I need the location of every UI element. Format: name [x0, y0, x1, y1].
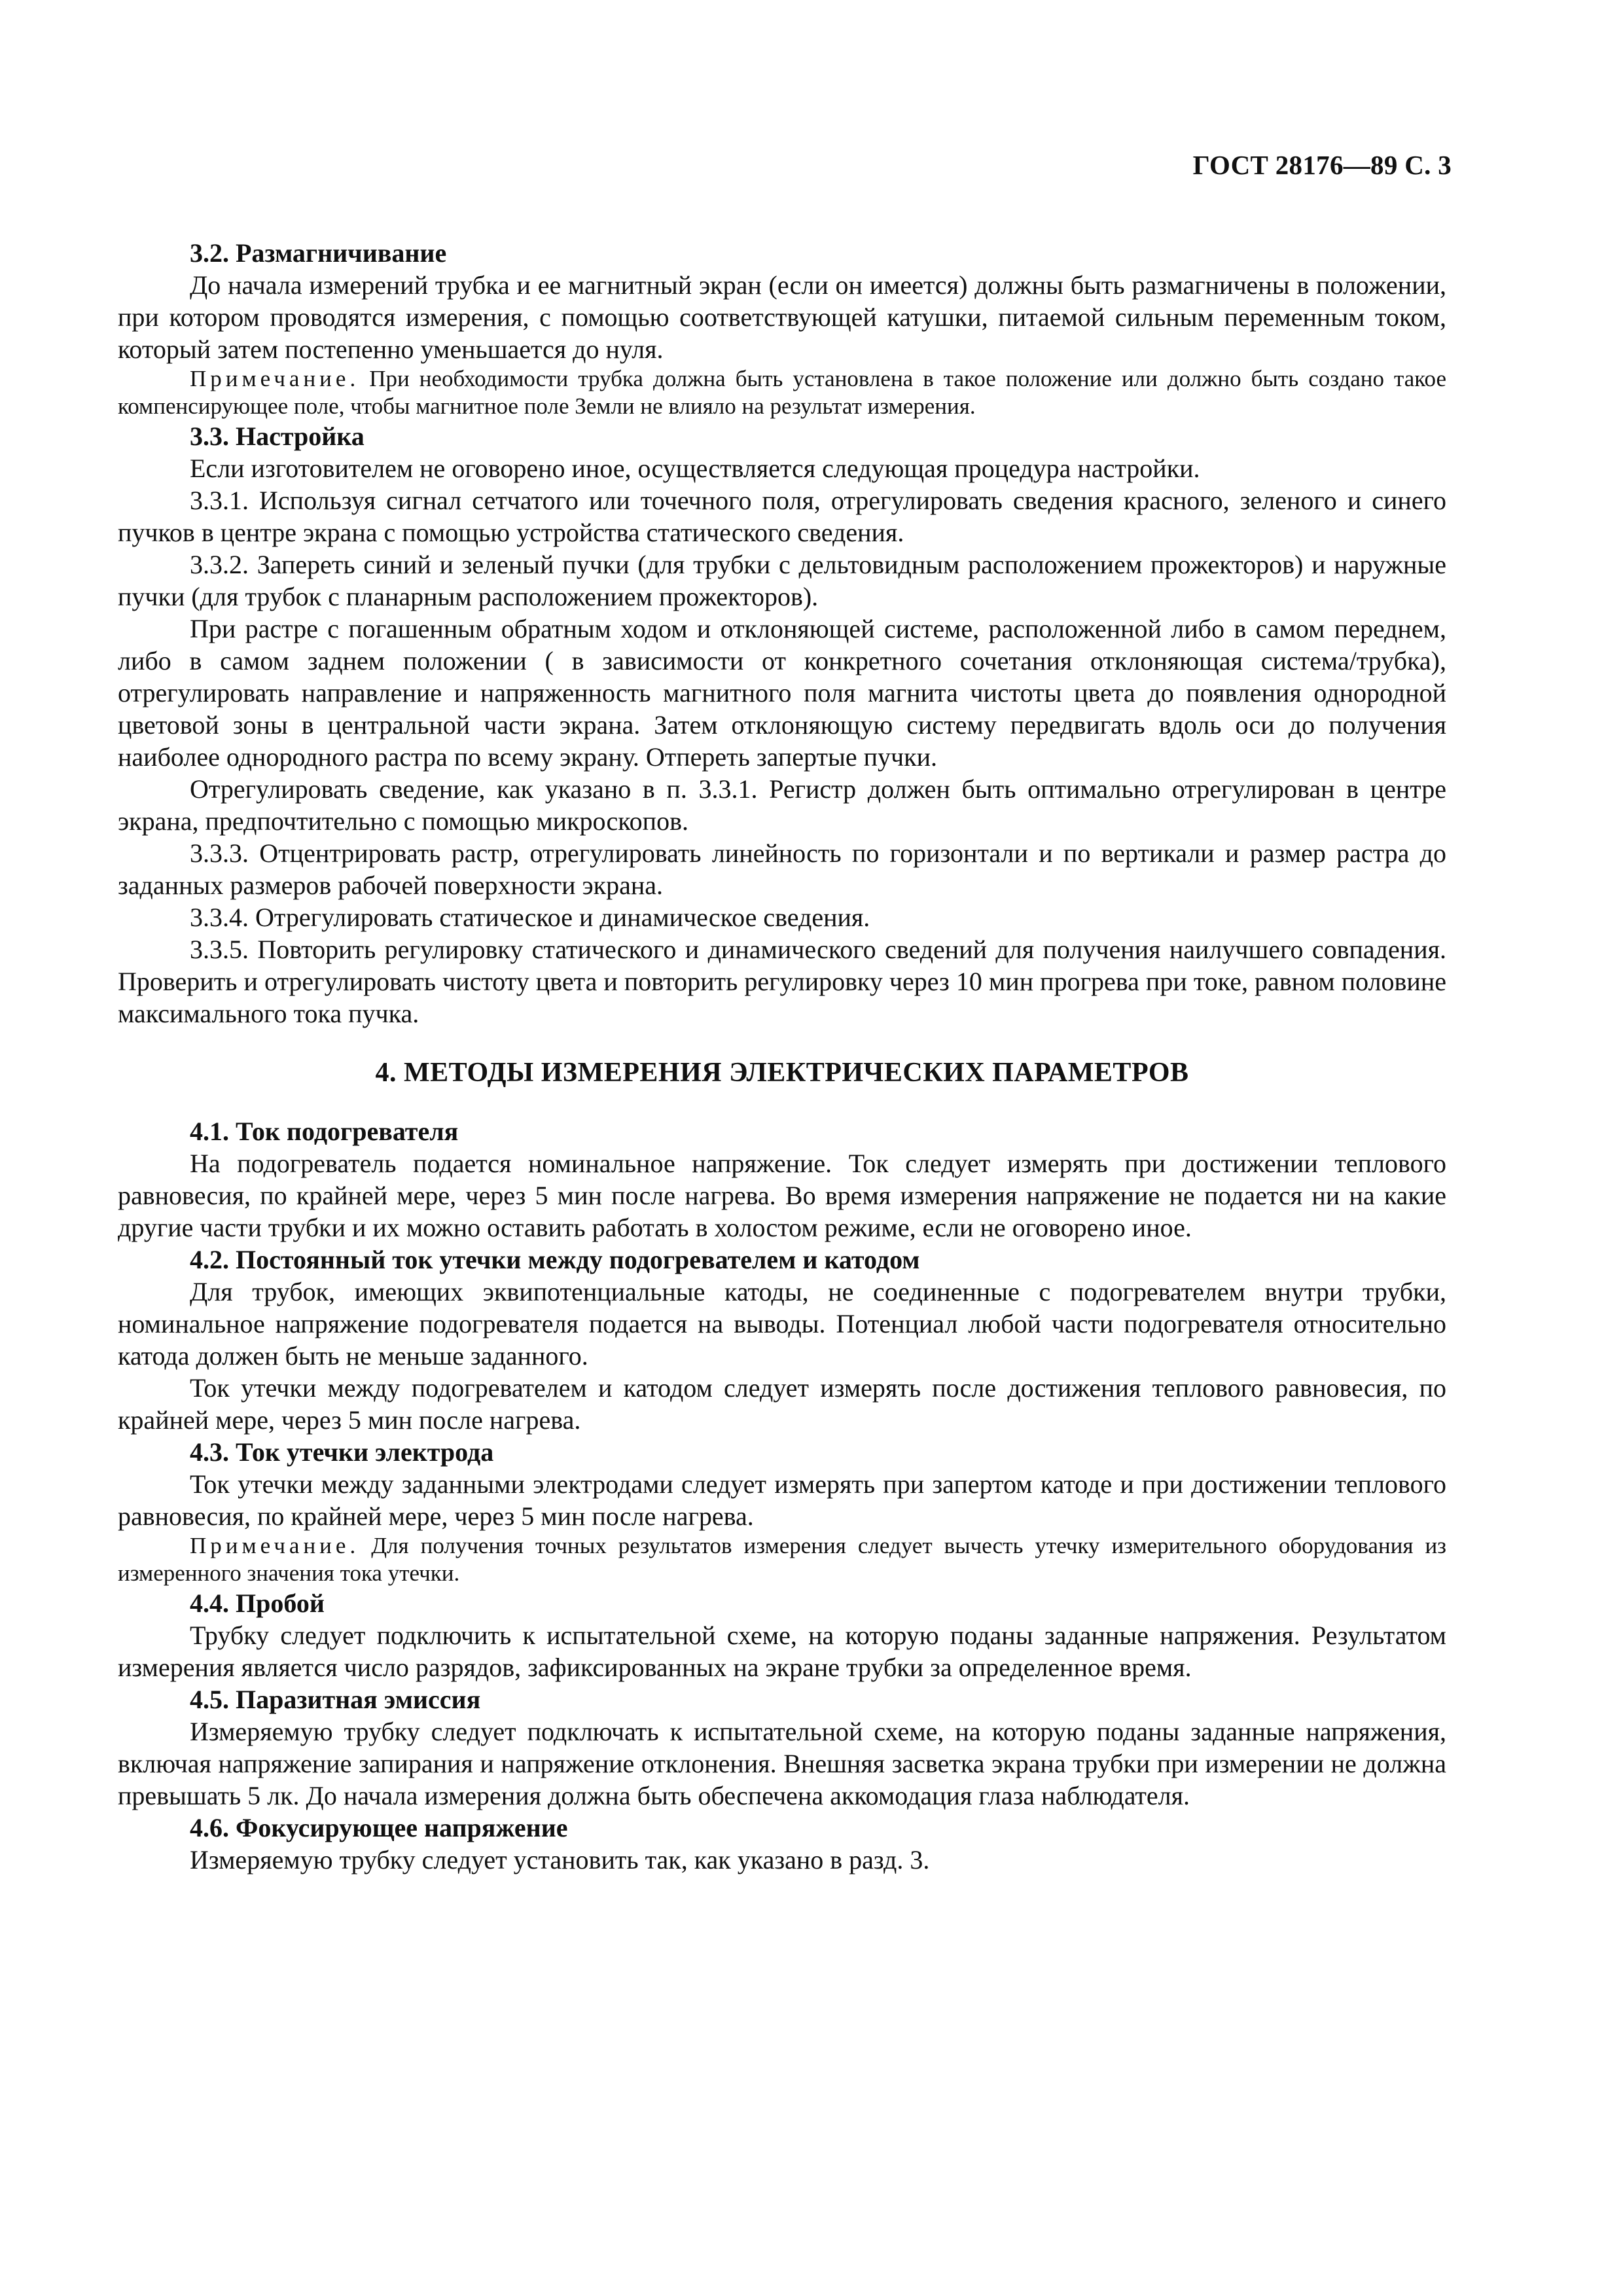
paragraph: Измеряемую трубку следует установить так, как указано в разд. 3.	[190, 1845, 930, 1874]
paragraph: Ток утечки между подогревателем и катодом следует измерять после достижения теплового равновесия, по крайней мере, через 5 мин после нагрева.	[118, 1373, 1446, 1435]
paragraph: При растре с погашенным обратным ходом и отклоняющей системе, расположенной либо в самом переднем, либо в самом заднем положении ( в зависимости от конкретного сочетания отклоняющая система/трубка), отрегулировать направление и напряженность магнитного поля магнита чистоты цвета до появления однородной цветовой зоны в центральной части экрана. Затем отклоняющую систему передвигать вдоль оси до получения наиболее однородного растра по всему экрану. Отпереть запертые пучки.	[118, 614, 1446, 772]
note-label: Примечание.	[190, 366, 360, 391]
section-title-4: 4. МЕТОДЫ ИЗМЕРЕНИЯ ЭЛЕКТРИЧЕСКИХ ПАРАМЕТРОВ	[375, 1058, 1189, 1088]
heading-3-3: 3.3. Настройка	[190, 422, 365, 451]
paragraph: До начала измерений трубка и ее магнитный экран (если он имеется) должны быть размагничены в положении, при котором проводятся измерения, с помощью соответствующей катушки, питаемой сильным переменным током, который затем постепенно уменьшается до нуля.	[118, 270, 1446, 364]
running-header: ГОСТ 28176—89 С. 3	[1192, 150, 1452, 180]
heading-4-1: 4.1. Ток подогревателя	[190, 1117, 459, 1146]
note-text: Для получения точных результатов измерения следует вычесть утечку измерительного оборудования из измеренного значения тока утечки.	[118, 1533, 1446, 1586]
heading-3-2: 3.2. Размагничивание	[190, 238, 447, 268]
note	[118, 1532, 1446, 1587]
paragraph: Трубку следует подключить к испытательной схеме, на которую поданы заданные напряжения. Результатом измерения является число разрядов, зафиксированных на экране трубки за определенное время.	[118, 1621, 1446, 1682]
paragraph: Для трубок, имеющих эквипотенциальные катоды, не соединенные с подогревателем внутри трубки, номинальное напряжение подогревателя подается на выводы. Потенциал любой части подогревателя относительно катода должен быть не меньше заданного.	[118, 1277, 1446, 1371]
heading-4-4: 4.4. Пробой	[190, 1588, 325, 1618]
heading-4-2: 4.2. Постоянный ток утечки между подогревателем и катодом	[190, 1245, 920, 1274]
paragraph: Если изготовителем не оговорено иное, осуществляется следующая процедура настройки.	[190, 454, 1200, 483]
document-body	[118, 237, 1446, 1876]
note	[118, 365, 1446, 420]
paragraph: 3.3.2. Запереть синий и зеленый пучки (для трубки с дельтовидным расположением прожекторов) и наружные пучки (для трубок с планарным расположением прожекторов).	[118, 550, 1446, 611]
heading-4-3: 4.3. Ток утечки электрода	[190, 1437, 494, 1467]
note-text: При необходимости трубка должна быть установлена в такое положение или должно быть создано такое компенсирующее поле, чтобы магнитное поле Земли не влияло на результат измерения.	[118, 366, 1446, 419]
paragraph: Отрегулировать сведение, как указано в п. 3.3.1. Регистр должен быть оптимально отрегулирован в центре экрана, предпочтительно с помощью микроскопов.	[118, 774, 1446, 836]
heading-4-5: 4.5. Паразитная эмиссия	[190, 1685, 481, 1714]
note-label: Примечание.	[190, 1533, 360, 1558]
paragraph: 3.3.3. Отцентрировать растр, отрегулировать линейность по горизонтали и по вертикали и размер растра до заданных размеров рабочей поверхности экрана.	[118, 838, 1446, 900]
paragraph: Ток утечки между заданными электродами следует измерять при запертом катоде и при достижении теплового равновесия, по крайней мере, через 5 мин после нагрева.	[118, 1469, 1446, 1531]
paragraph: 3.3.5. Повторить регулировку статического и динамического сведений для получения наилучшего совпадения. Проверить и отрегулировать чистоту цвета и повторить регулировку через 10 мин прогрева при токе, равном половине максимального тока пучка.	[118, 935, 1446, 1028]
paragraph: 3.3.1. Используя сигнал сетчатого или точечного поля, отрегулировать сведения красного, зеленого и синего пучков в центре экрана с помощью устройства статического сведения.	[118, 486, 1446, 547]
heading-4-6: 4.6. Фокусирующее напряжение	[190, 1813, 568, 1842]
paragraph: Измеряемую трубку следует подключать к испытательной схеме, на которую поданы заданные напряжения, включая напряжение запирания и напряжение отклонения. Внешняя засветка экрана трубки при измерении не должна превышать 5 лк. До начала измерения должна быть обеспечена аккомодация глаза наблюдателя.	[118, 1717, 1446, 1810]
paragraph: 3.3.4. Отрегулировать статическое и динамическое сведения.	[190, 903, 870, 932]
paragraph: На подогреватель подается номинальное напряжение. Ток следует измерять при достижении теплового равновесия, по крайней мере, через 5 мин после нагрева. Во время измерения напряжение не подается ни на какие другие части трубки и их можно оставить работать в холостом режиме, если не оговорено иное.	[118, 1149, 1446, 1242]
